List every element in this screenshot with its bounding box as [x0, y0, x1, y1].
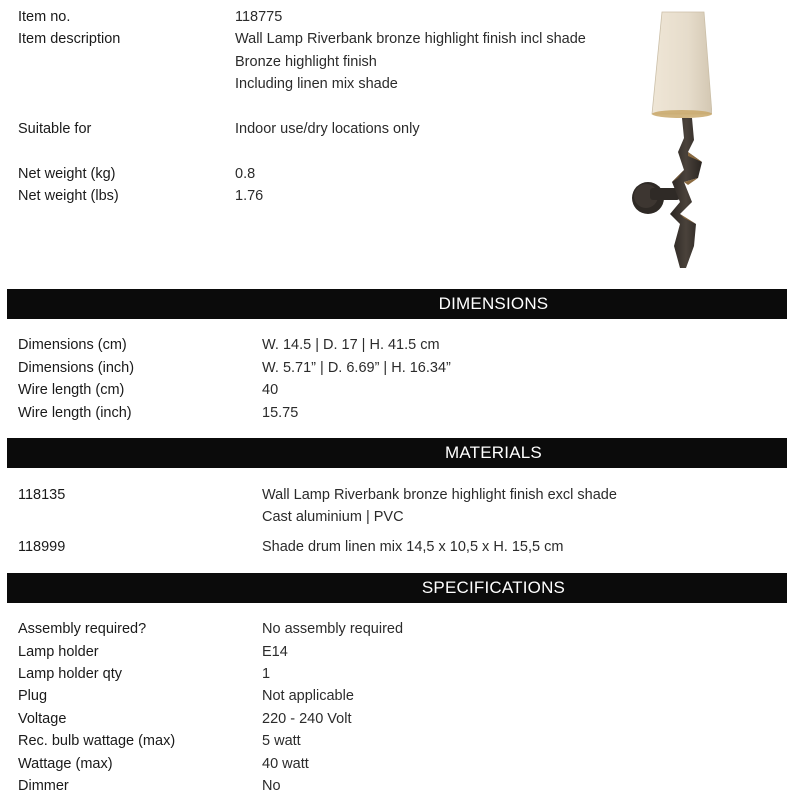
material-description: Shade drum linen mix 14,5 x 10,5 x H. 15,5 cm [262, 539, 564, 555]
spec-row-value: No [262, 778, 281, 794]
item-description-label: Item description [18, 31, 121, 47]
item-description-line: Bronze highlight finish [235, 54, 377, 70]
spec-row-value: 40 watt [262, 756, 309, 772]
net-weight-kg-value: 0.8 [235, 166, 256, 182]
item-description-line: Including linen mix shade [235, 76, 398, 92]
spec-row-label: Lamp holder qty [18, 666, 122, 682]
spec-row-label: Lamp holder [18, 644, 99, 660]
material-code: 118135 [18, 487, 66, 503]
spec-row-value: 220 - 240 Volt [262, 711, 352, 727]
material-description: Wall Lamp Riverbank bronze highlight finish excl shade [262, 487, 617, 503]
dimension-row-value: 40 [262, 382, 279, 398]
material-code: 118999 [18, 539, 66, 555]
spec-row-label: Assembly required? [18, 621, 147, 637]
spec-row-value: Not applicable [262, 688, 354, 704]
spec-row-value: 5 watt [262, 733, 301, 749]
net-weight-kg-label: Net weight (kg) [18, 166, 116, 182]
dimension-row-label: Wire length (inch) [18, 405, 132, 421]
spec-row-label: Rec. bulb wattage (max) [18, 733, 176, 749]
dimensions-title: DIMENSIONS [438, 294, 549, 313]
suitable-for-label: Suitable for [18, 121, 92, 137]
dimensions-header [7, 289, 787, 319]
dimension-row-label: Wire length (cm) [18, 382, 125, 398]
materials-title: MATERIALS [445, 443, 542, 462]
item-description-line: Wall Lamp Riverbank bronze highlight finish incl shade [235, 31, 586, 47]
specifications-header [7, 573, 787, 603]
wall-lamp-icon [622, 10, 712, 272]
item-no-value: 118775 [235, 9, 283, 25]
dimension-row-label: Dimensions (inch) [18, 360, 135, 376]
material-description: Cast aluminium | PVC [262, 509, 404, 525]
spec-row-value: E14 [262, 644, 288, 660]
spec-row-value: No assembly required [262, 621, 404, 637]
spec-row-label: Plug [18, 688, 48, 704]
specifications-title: SPECIFICATIONS [421, 578, 566, 597]
dimension-row-value: W. 5.71” | D. 6.69” | H. 16.34” [262, 360, 451, 376]
net-weight-lbs-label: Net weight (lbs) [18, 188, 119, 204]
spec-row-value: 1 [262, 666, 271, 682]
item-no-label: Item no. [18, 9, 71, 25]
spec-row-label: Dimmer [18, 778, 69, 794]
dimension-row-value: W. 14.5 | D. 17 | H. 41.5 cm [262, 337, 440, 353]
spec-row-label: Wattage (max) [18, 756, 113, 772]
suitable-for-value: Indoor use/dry locations only [235, 121, 420, 137]
dimension-row-label: Dimensions (cm) [18, 337, 127, 353]
spec-row-label: Voltage [18, 711, 67, 727]
product-overview [0, 0, 787, 290]
dimension-row-value: 15.75 [262, 405, 299, 421]
net-weight-lbs-value: 1.76 [235, 188, 264, 204]
materials-header [7, 438, 787, 468]
